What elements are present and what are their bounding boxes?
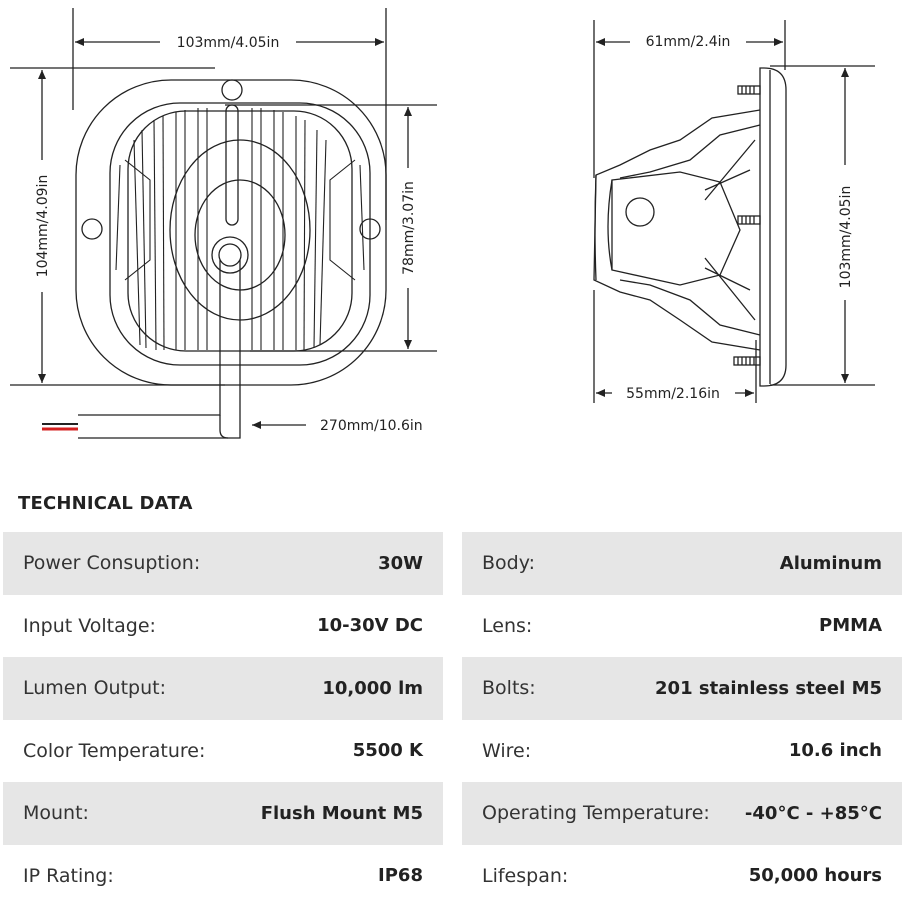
spec-value: IP68 [378, 865, 423, 886]
spec-label: Color Temperature: [23, 740, 205, 762]
front-dimension-arrows [42, 42, 408, 425]
dim-front-width: 103mm/4.05in [177, 35, 280, 51]
spec-table-left [3, 532, 443, 907]
spec-value: 50,000 hours [749, 865, 882, 886]
side-dimension-arrows [596, 42, 845, 393]
spec-row [3, 845, 443, 907]
spec-value: Aluminum [780, 553, 882, 574]
spec-label: Wire: [482, 740, 531, 762]
spec-value: PMMA [819, 615, 882, 636]
spec-row [462, 657, 902, 720]
spec-value: 201 stainless steel M5 [655, 678, 882, 699]
dim-side-depth-top: 61mm/2.4in [646, 34, 731, 50]
spec-label: IP Rating: [23, 865, 114, 887]
spec-label: Mount: [23, 802, 89, 824]
spec-label: Lifespan: [482, 865, 568, 887]
dim-lens-height: 78mm/3.07in [401, 181, 417, 275]
spec-value: 30W [378, 553, 423, 574]
spec-row [3, 720, 443, 783]
spec-value: 10,000 lm [322, 678, 423, 699]
spec-value: 5500 K [353, 740, 423, 761]
spec-row [462, 595, 902, 658]
spec-row [3, 657, 443, 720]
spec-label: Lens: [482, 615, 532, 637]
dim-side-depth-bottom: 55mm/2.16in [626, 386, 720, 402]
wire-leads [42, 424, 78, 429]
front-view-drawing [10, 8, 437, 438]
side-view-drawing [594, 20, 875, 403]
spec-value: Flush Mount M5 [261, 803, 423, 824]
spec-label: Operating Temperature: [482, 802, 710, 824]
spec-label: Power Consuption: [23, 552, 200, 574]
spec-row [462, 720, 902, 783]
dim-side-height: 103mm/4.05in [838, 186, 854, 289]
spec-value: 10-30V DC [317, 615, 423, 636]
spec-value: 10.6 inch [789, 740, 882, 761]
spec-row [462, 532, 902, 595]
spec-label: Body: [482, 552, 535, 574]
spec-label: Bolts: [482, 677, 536, 699]
spec-table-right [462, 532, 902, 907]
dim-front-height: 104mm/4.09in [35, 175, 51, 278]
section-title: TECHNICAL DATA [18, 493, 193, 514]
spec-row [3, 595, 443, 658]
spec-value: -40°C - +85°C [745, 803, 882, 824]
spec-label: Input Voltage: [23, 615, 156, 637]
spec-row [3, 532, 443, 595]
spec-row [462, 845, 902, 907]
dim-cable-length: 270mm/10.6in [320, 418, 423, 434]
spec-label: Lumen Output: [23, 677, 166, 699]
spec-row [462, 782, 902, 845]
spec-row [3, 782, 443, 845]
